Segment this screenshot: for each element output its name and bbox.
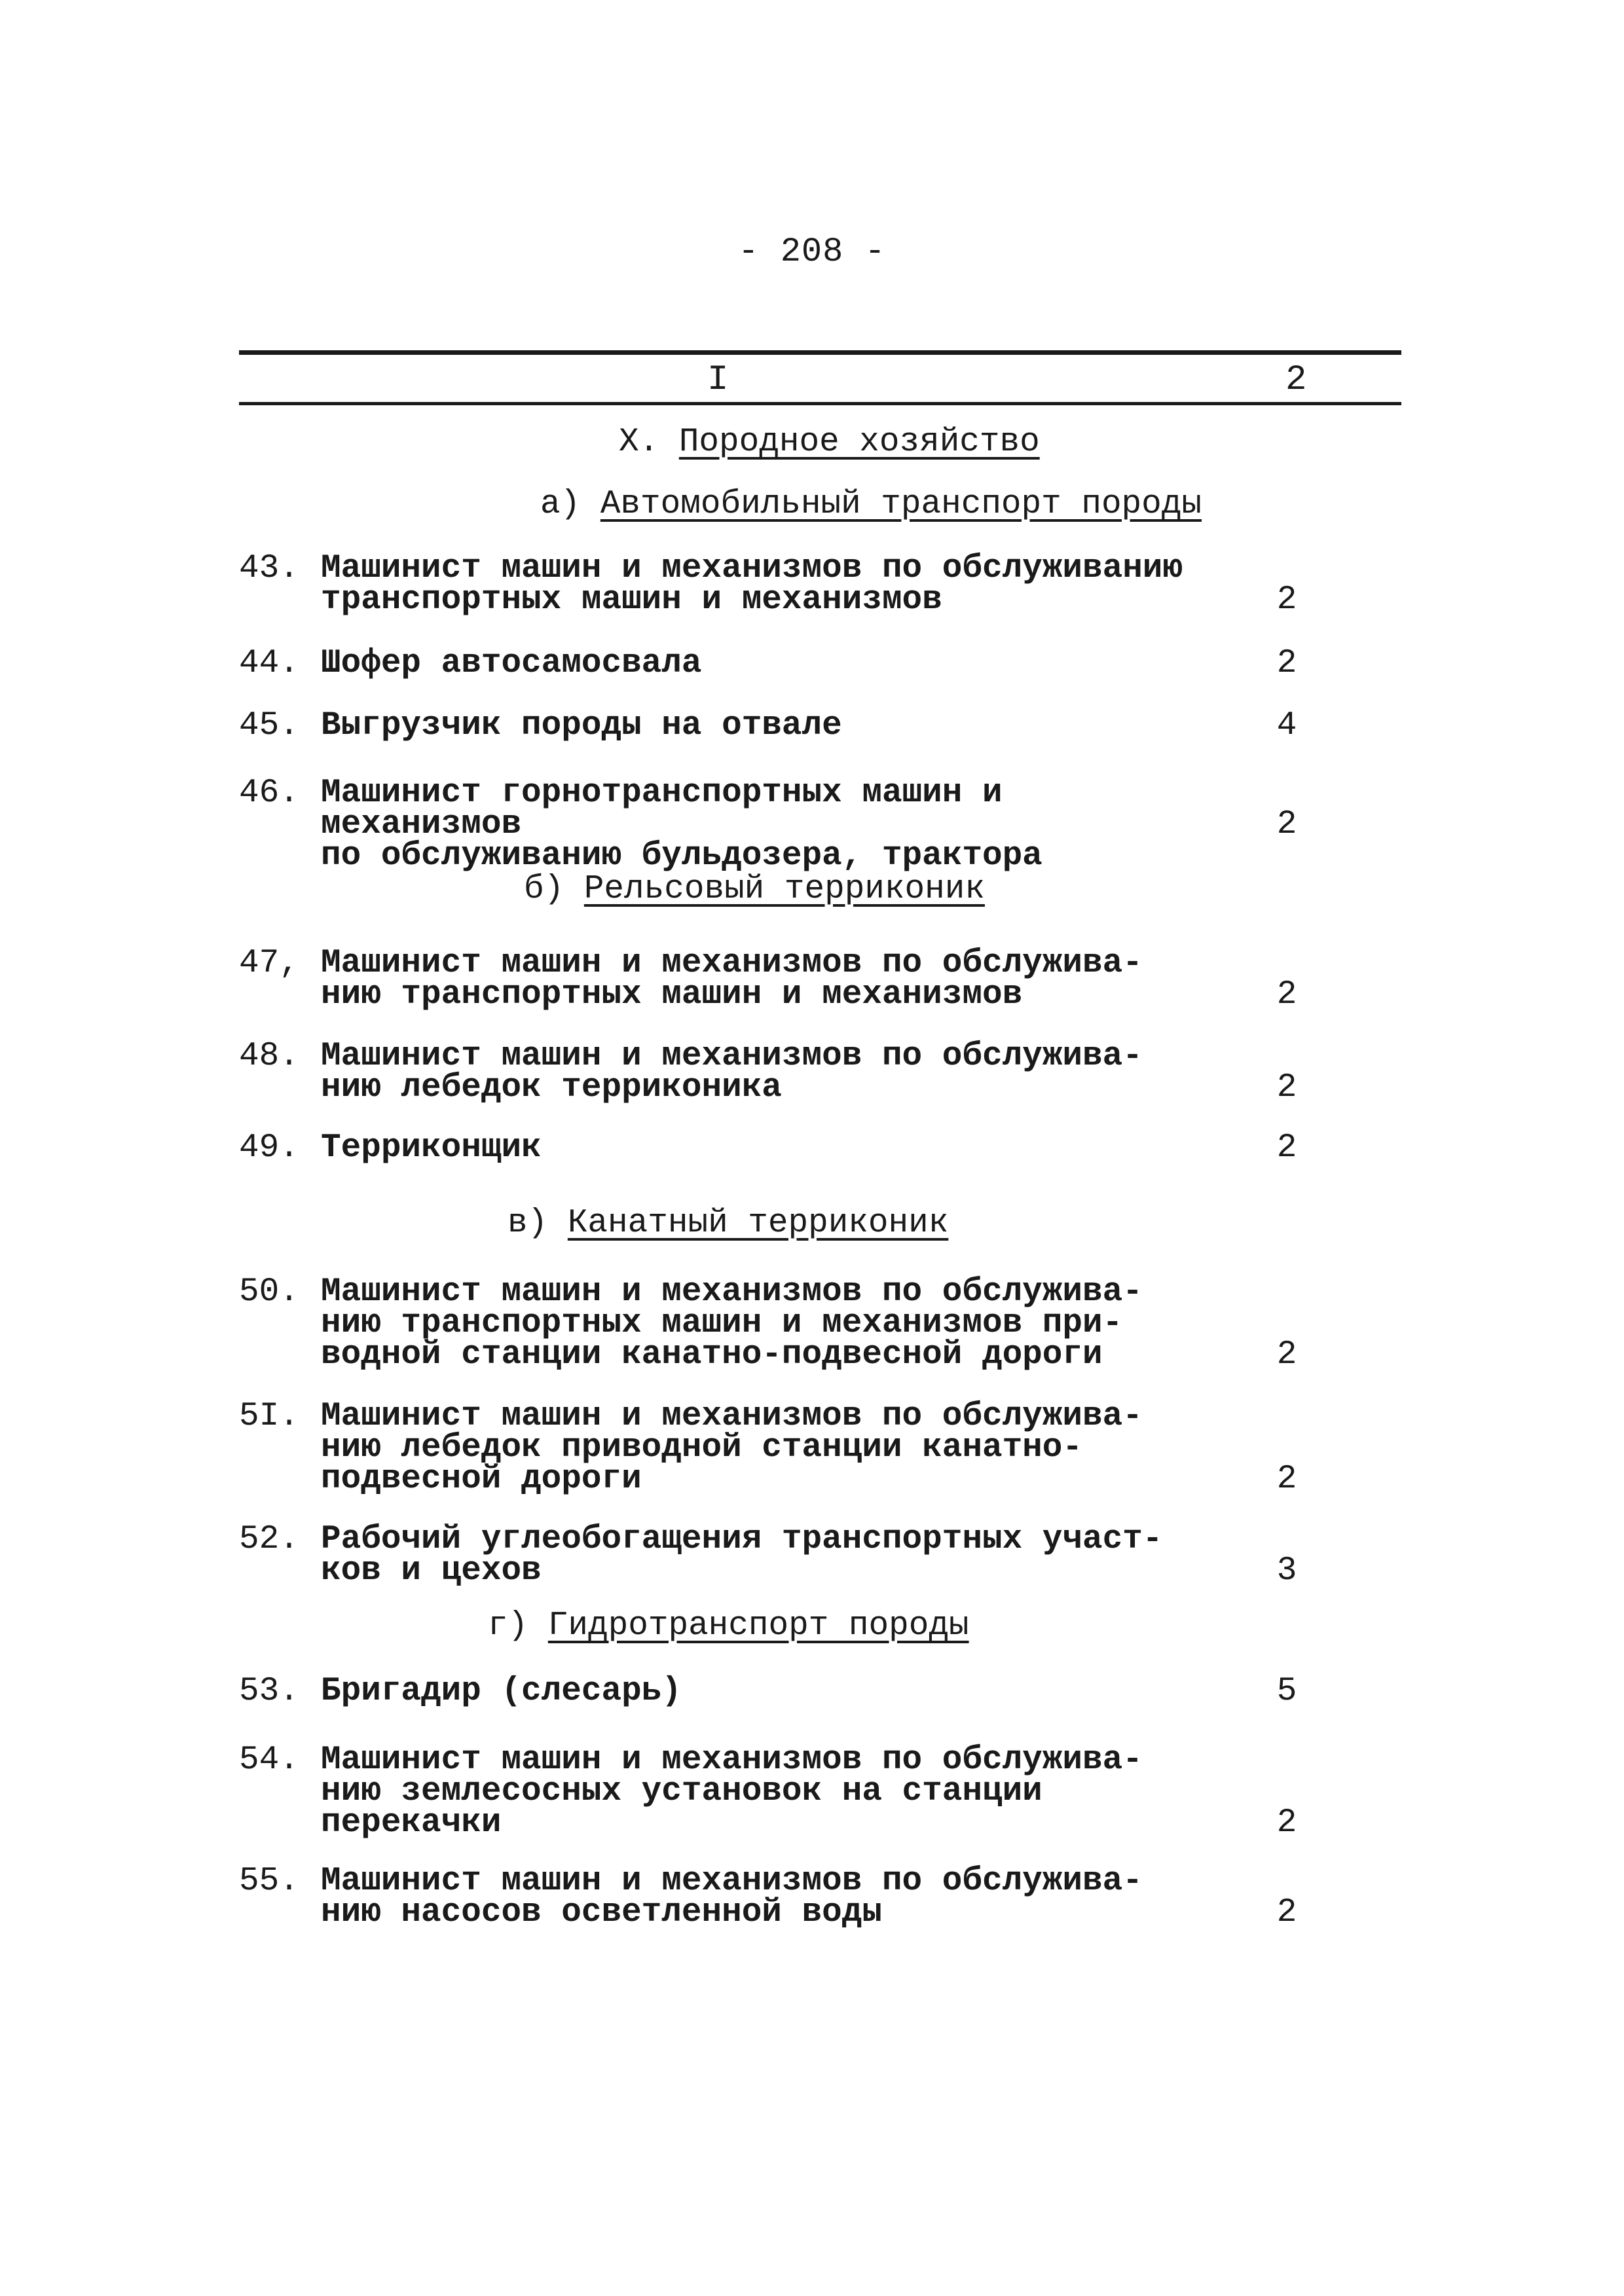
item-number: 45. (239, 707, 299, 744)
column-header-1: I (707, 360, 729, 400)
item-value: 2 (1276, 645, 1297, 682)
item-value: 2 (1276, 1461, 1297, 1498)
column-header-2: 2 (1285, 360, 1307, 400)
item-number: 44. (239, 645, 299, 682)
item-value: 5 (1276, 1673, 1297, 1710)
item-value: 2 (1276, 976, 1297, 1013)
subsection-title: Автомобильный транспорт породы (600, 486, 1202, 523)
page-number: - 208 - (738, 232, 886, 271)
table-header-rule (239, 402, 1401, 405)
item-number: 55. (239, 1863, 299, 1900)
item-text: Машинист машин и механизмов по обслужива- нию транспортных машин и механизмов при- водной станции канатно-подвесной дороги (321, 1273, 1143, 1374)
item-value: 2 (1276, 806, 1297, 843)
table-top-rule (239, 350, 1401, 355)
item-value: 2 (1276, 1804, 1297, 1842)
item-text: Машинист машин и механизмов по обслуживанию транспортных машин и механизмов (321, 550, 1183, 619)
table-header-block (239, 350, 1401, 405)
item-text: Рабочий углеобогащения транспортных участ- ков и цехов (321, 1521, 1163, 1590)
section-heading (619, 424, 1040, 461)
subsection-letter: в) (507, 1205, 548, 1242)
subsection-letter: г) (488, 1607, 528, 1645)
item-text: Машинист горнотранспортных машин и механизмов по обслуживанию бульдозера, трактора (321, 774, 1043, 875)
item-text: Шофер автосамосвала (321, 645, 702, 682)
item-value: 3 (1276, 1552, 1297, 1590)
section-roman-numeral: X. (619, 424, 659, 461)
item-value: 2 (1276, 1336, 1297, 1374)
item-value: 4 (1276, 707, 1297, 744)
item-value: 2 (1276, 1129, 1297, 1167)
subsection-title: Канатный терриконик (567, 1205, 949, 1242)
item-number: 52. (239, 1521, 299, 1558)
subsection-title: Рельсовый терриконик (583, 871, 985, 908)
item-number: 53. (239, 1673, 299, 1710)
item-number: 48. (239, 1038, 299, 1075)
item-value: 2 (1276, 1069, 1297, 1106)
subsection-heading-a (540, 486, 1202, 523)
item-value: 2 (1276, 1894, 1297, 1931)
subsection-heading-v (507, 1205, 949, 1242)
subsection-heading-g (488, 1607, 969, 1645)
item-text: Выгрузчик породы на отвале (321, 707, 842, 744)
subsection-letter: б) (524, 871, 564, 908)
subsection-title: Гидротранспорт породы (547, 1607, 969, 1645)
item-text: Бригадир (слесарь) (321, 1673, 682, 1710)
item-text: Машинист машин и механизмов по обслужива- нию лебедок терриконика (321, 1038, 1143, 1106)
section-heading-title: Породное хозяйство (678, 424, 1040, 461)
item-value: 2 (1276, 581, 1297, 619)
table-header-row (239, 355, 1401, 402)
item-number: 49. (239, 1129, 299, 1167)
item-text: Машинист машин и механизмов по обслужива- нию транспортных машин и механизмов (321, 945, 1143, 1013)
item-number: 5I. (239, 1398, 299, 1435)
item-text: Машинист машин и механизмов по обслужива- нию лебедок приводной станции канатно- подвесной дороги (321, 1398, 1143, 1498)
subsection-letter: а) (540, 486, 581, 523)
item-number: 43. (239, 550, 299, 587)
item-number: 47, (239, 945, 299, 982)
item-number: 46. (239, 774, 299, 812)
subsection-heading-b (524, 871, 985, 908)
item-text: Терриконщик (321, 1129, 542, 1167)
item-text: Машинист машин и механизмов по обслужива- нию землесосных установок на станции перекачки (321, 1741, 1143, 1842)
item-number: 50. (239, 1273, 299, 1311)
item-number: 54. (239, 1741, 299, 1779)
item-text: Машинист машин и механизмов по обслужива- нию насосов осветленной воды (321, 1863, 1143, 1931)
